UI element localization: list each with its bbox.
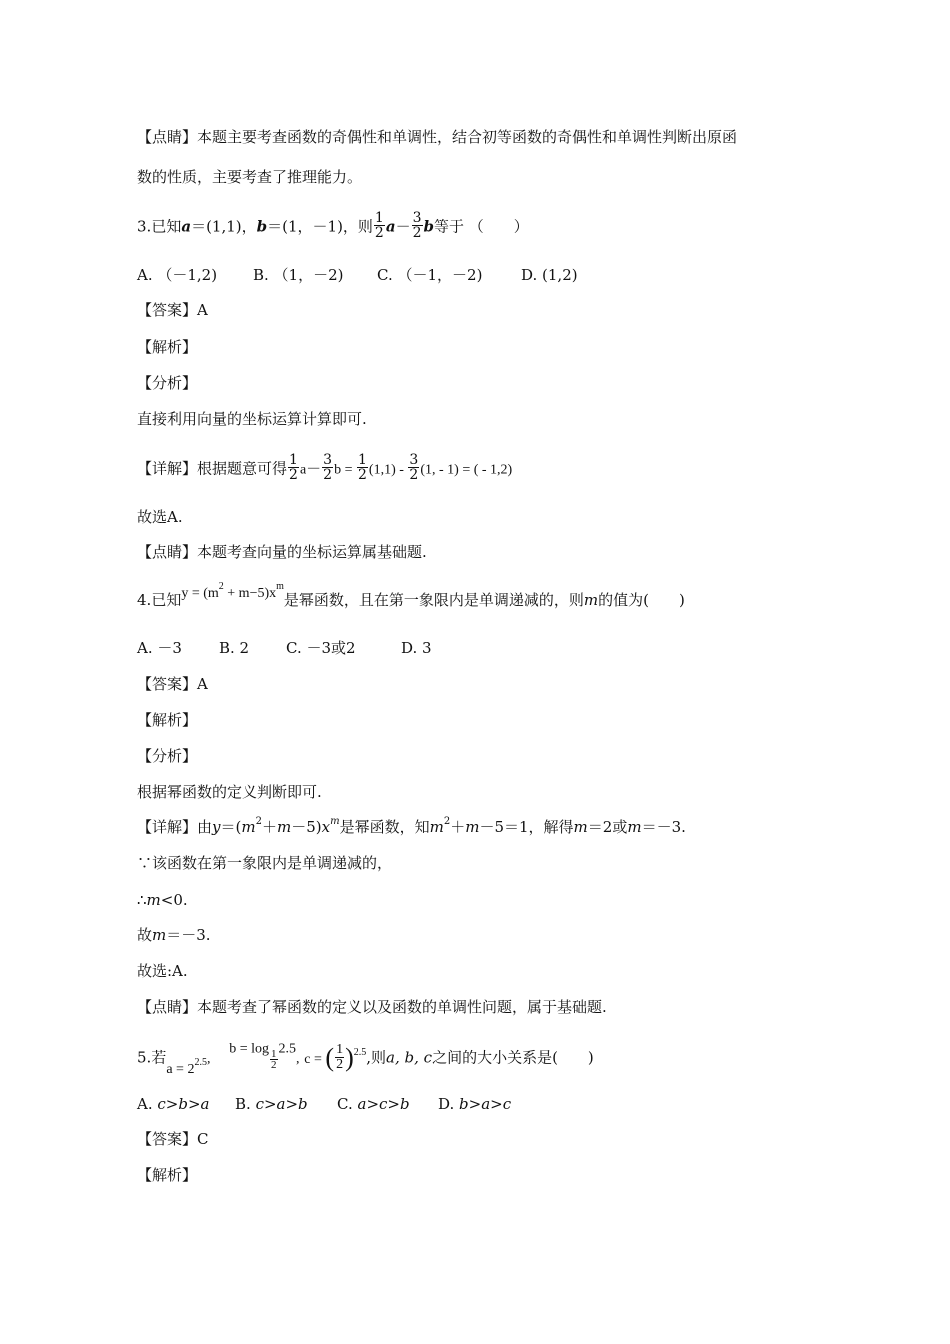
- option-c: C. （－1，－2): [377, 266, 483, 284]
- fraction-three-halves: $\frac{3}{2}$: [409, 452, 419, 483]
- fraction-half: $\frac{1}{2}$: [289, 452, 298, 483]
- fraction-three-halves: $\frac{3}{2}$: [323, 452, 333, 483]
- question-3-stem: 3.已知a＝(1,1)，b＝(1，－1)，则 $\frac{1}{2}$ a－ $\frac{3}{2}$ b等于 （ ）: [137, 210, 529, 241]
- option-d: D. 3: [401, 639, 432, 657]
- option-c: C. －3或2: [286, 639, 356, 657]
- vector-b: b: [256, 217, 268, 236]
- analysis-heading: 【解析】: [137, 1166, 198, 1184]
- because-line: ∵该函数在第一象限内是单调递减的，: [137, 854, 393, 872]
- option-b: B. 2: [219, 639, 250, 657]
- question-5-stem: 5.若$a = 2^{2.5}$, b = log $\frac{1}{2}$ 2.5, c = ( $\frac{1}{2}$ )$^{2.5}$,则a, b, c之间的大小关系是( ): [137, 1045, 594, 1074]
- expression-c: c = ( $\frac{1}{2}$ )$^{2.5}$: [304, 1042, 367, 1072]
- comment-line-1: 【点睛】本题主要考查函数的奇偶性和单调性，结合初等函数的奇偶性和单调性判断出原函: [137, 128, 738, 146]
- question-3-options: [137, 265, 578, 285]
- option-a: A. c>b>a: [137, 1095, 210, 1113]
- fenxi-heading: 【分析】: [137, 747, 198, 765]
- answer: 【答案】A: [137, 301, 208, 319]
- detail-line: 【详解】根据题意可得 $\frac{1}{2}$ a－ $\frac{3}{2}$ b = $\frac{1}{2}$ (1,1) - $\frac{3}{2}$ (1, - 1) = ( - 1,2): [137, 452, 513, 483]
- gu-line: 故m＝－3.: [137, 926, 211, 944]
- option-a: A. （－1,2): [137, 266, 218, 284]
- analysis-heading: 【解析】: [137, 338, 198, 356]
- fraction-half: $\frac{1}{2}$: [358, 452, 367, 483]
- detail-line: 【详解】由$y=(m^2+m-5)x^m$是幂函数，知$m^2+m-5=1$，解得m＝2或m＝－3.: [137, 816, 686, 836]
- option-b: B. （1，－2): [253, 266, 344, 284]
- question-4-options: [137, 638, 432, 658]
- power-function-formula: $y = (m^2 + m-5)x^m$: [181, 581, 284, 601]
- comment-line-2: 数的性质，主要考查了推理能力。: [137, 168, 363, 186]
- conclusion: 故选:A.: [137, 962, 188, 980]
- question-4-stem: 4.已知$y = (m^2 + m-5)x^m$是幂函数，且在第一象限内是单调递减的，则m的值为( ): [137, 581, 685, 609]
- comment: 【点睛】本题考查了幂函数的定义以及函数的单调性问题，属于基础题.: [137, 998, 607, 1016]
- fraction-half: $\frac{1}{2}$: [374, 210, 384, 241]
- question-number: 3.: [137, 217, 152, 236]
- expression-a: $a = 2^{2.5}$: [166, 1056, 207, 1077]
- fraction-three-halves: $\frac{3}{2}$: [412, 210, 422, 241]
- vector-a: a: [181, 217, 192, 236]
- question-number: 5.: [137, 1048, 152, 1067]
- conclusion: 故选A.: [137, 508, 183, 526]
- comment: 【点睛】本题考查向量的坐标运算属基础题.: [137, 543, 427, 561]
- fenxi-heading: 【分析】: [137, 374, 198, 392]
- fenxi-text: 直接利用向量的坐标运算计算即可.: [137, 410, 367, 428]
- therefore-line: ∴m<0.: [137, 891, 188, 909]
- option-d: D. (1,2): [521, 266, 578, 284]
- option-c: C. a>c>b: [337, 1095, 410, 1113]
- question-number: 4.: [137, 591, 152, 609]
- option-a: A. －3: [137, 639, 182, 657]
- answer: 【答案】C: [137, 1130, 209, 1148]
- fenxi-text: 根据幂函数的定义判断即可.: [137, 783, 322, 801]
- question-5-options: [137, 1094, 511, 1114]
- answer: 【答案】A: [137, 675, 208, 693]
- expression-b: b = log $\frac{1}{2}$ 2.5: [229, 1041, 297, 1071]
- analysis-heading: 【解析】: [137, 711, 198, 729]
- option-b: B. c>a>b: [235, 1095, 308, 1113]
- option-d: D. b>a>c: [438, 1095, 512, 1113]
